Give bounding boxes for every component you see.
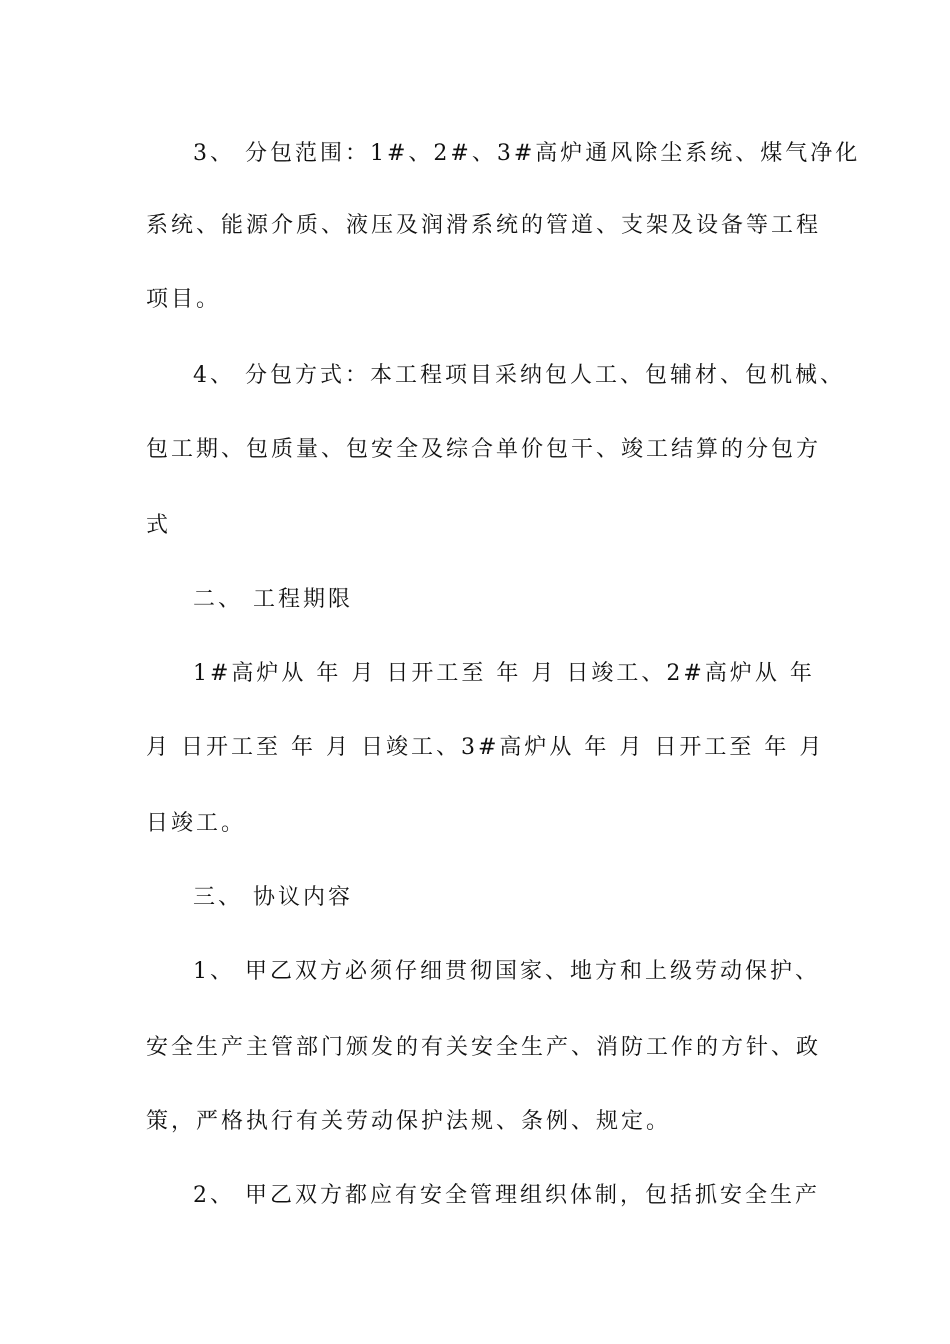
paragraph-line: 日竣工。 (146, 811, 247, 836)
paragraph-line: 安全生产主管部门颁发的有关安全生产、消防工作的方针、政 (146, 1035, 822, 1060)
paragraph-line: 式 (146, 513, 172, 538)
paragraph-line: 1#高炉从 年 月 日开工至 年 月 日竣工、2#高炉从 年 (193, 661, 815, 686)
paragraph-line: 4、 分包方式：本工程项目采纳包人工、包辅材、包机械、 (193, 363, 845, 388)
paragraph-line: 1、 甲乙双方必须仔细贯彻国家、地方和上级劳动保护、 (193, 959, 820, 984)
paragraph-line: 项目。 (146, 287, 222, 312)
section-heading: 二、 工程期限 (193, 587, 353, 612)
section-heading: 三、 协议内容 (193, 885, 353, 910)
paragraph-line: 2、 甲乙双方都应有安全管理组织体制，包括抓安全生产 (193, 1183, 820, 1208)
paragraph-line: 策，严格执行有关劳动保护法规、条例、规定。 (146, 1109, 672, 1134)
paragraph-line: 系统、能源介质、液压及润滑系统的管道、支架及设备等工程 (146, 213, 822, 238)
paragraph-line: 包工期、包质量、包安全及综合单价包干、竣工结算的分包方 (146, 437, 822, 462)
paragraph-line: 月 日开工至 年 月 日竣工、3#高炉从 年 月 日开工至 年 月 (146, 735, 825, 760)
paragraph-line: 3、 分包范围：1#、2#、3#高炉通风除尘系统、煤气净化 (193, 141, 861, 166)
